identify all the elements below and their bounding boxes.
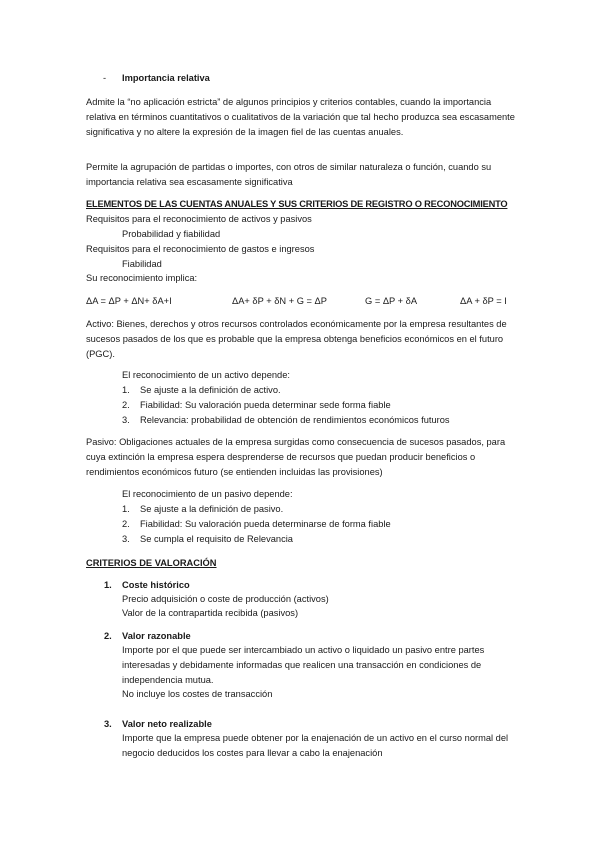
list-item: Se ajuste a la definición de pasivo. <box>140 504 284 514</box>
criterio-title: Valor razonable <box>122 631 191 641</box>
paragraph-pasivo: Pasivo: Obligaciones actuales de la empresa surgidas como consecuencia de sucesos pasados, para cuya extinción la empresa espera desprenderse de recursos que puedan producir beneficios o rendimientos económicos futuro (se entienden incluidas las provisiones) <box>86 437 506 477</box>
heading-criterios: CRITERIOS DE VALORACIÓN <box>86 558 217 568</box>
paragraph-activo: Activo: Bienes, derechos y otros recursos controlados económicamente por la empresa resultantes de sucesos pasados de los que es probable que la empresa obtenga beneficios económicos en el futuro (PGC). <box>86 319 507 359</box>
list-number: 2. <box>122 400 130 410</box>
list-item: Se ajuste a la definición de activo. <box>140 385 281 395</box>
criterio-title: Valor neto realizable <box>122 719 212 729</box>
criterio-line: Valor de la contrapartida recibida (pasivos) <box>122 608 299 618</box>
requisitos-activos: Requisitos para el reconocimiento de activos y pasivos <box>86 214 312 224</box>
paragraph-permite: Permite la agrupación de partidas o importes, con otros de similar naturaleza o función, cuando su importancia relativa sea escasamente significativa <box>86 162 492 187</box>
list-item: Se cumpla el requisito de Relevancia <box>140 534 293 544</box>
fiabilidad: Fiabilidad <box>122 259 162 269</box>
criterio-line: Importe que la empresa puede obtener por la enajenación de un activo en el curso normal del negocio deducidos los costes para llevar a cabo la enajenación <box>122 733 509 758</box>
pasivo-intro: El reconocimiento de un pasivo depende: <box>122 489 293 499</box>
list-item: Fiabilidad: Su valoración pueda determinar sede forma fiable <box>140 400 391 410</box>
formula-3: G = ΔP + δA <box>365 296 418 306</box>
criterio-number: 1. <box>104 580 112 590</box>
probabilidad-fiabilidad: Probabilidad y fiabilidad <box>122 229 221 239</box>
list-number: 2. <box>122 519 130 529</box>
paragraph-admite: Admite la “no aplicación estricta” de algunos principios y criterios contables, cuando la importancia relativa en términos cuantitativos o cualitativos de la variación que tal hecho produzca sea escasamente significativa y no altere la expresión de la imagen fiel de las cuentas anuales. <box>86 97 515 137</box>
criterio-number: 2. <box>104 631 112 641</box>
list-item: Relevancia: probabilidad de obtención de rendimientos económicos futuros <box>140 415 450 425</box>
formula-4: ΔA + δP = I <box>460 296 507 306</box>
activo-intro: El reconocimiento de un activo depende: <box>122 370 290 380</box>
bullet-dash: - <box>103 73 107 83</box>
list-number: 3. <box>122 534 130 544</box>
list-number: 1. <box>122 504 130 514</box>
criterio-line: Importe por el que puede ser intercambiado un activo o liquidado un pasivo entre partes interesadas y debidamente informadas que realicen una transacción en condiciones de independencia mutua. <box>122 645 485 685</box>
criterio-line: No incluye los costes de transacción <box>122 689 273 699</box>
list-item: Fiabilidad: Su valoración pueda determinarse de forma fiable <box>140 519 391 529</box>
heading-elementos: ELEMENTOS DE LAS CUENTAS ANUALES Y SUS CRITERIOS DE REGISTRO O RECONOCIMIENTO <box>86 199 508 209</box>
list-number: 3. <box>122 415 130 425</box>
formula-2: ΔA+ δP + δN + G = ΔP <box>232 296 327 306</box>
criterio-line: Precio adquisición o coste de producción (activos) <box>122 594 329 604</box>
requisitos-gastos: Requisitos para el reconocimiento de gastos e ingresos <box>86 244 315 254</box>
criterio-title: Coste histórico <box>122 580 190 590</box>
criterio-number: 3. <box>104 719 112 729</box>
list-number: 1. <box>122 385 130 395</box>
su-reconocimiento: Su reconocimiento implica: <box>86 273 198 283</box>
formula-1: ΔA = ΔP + ΔN+ δA+I <box>86 296 172 306</box>
heading-importancia: Importancia relativa <box>122 73 210 83</box>
